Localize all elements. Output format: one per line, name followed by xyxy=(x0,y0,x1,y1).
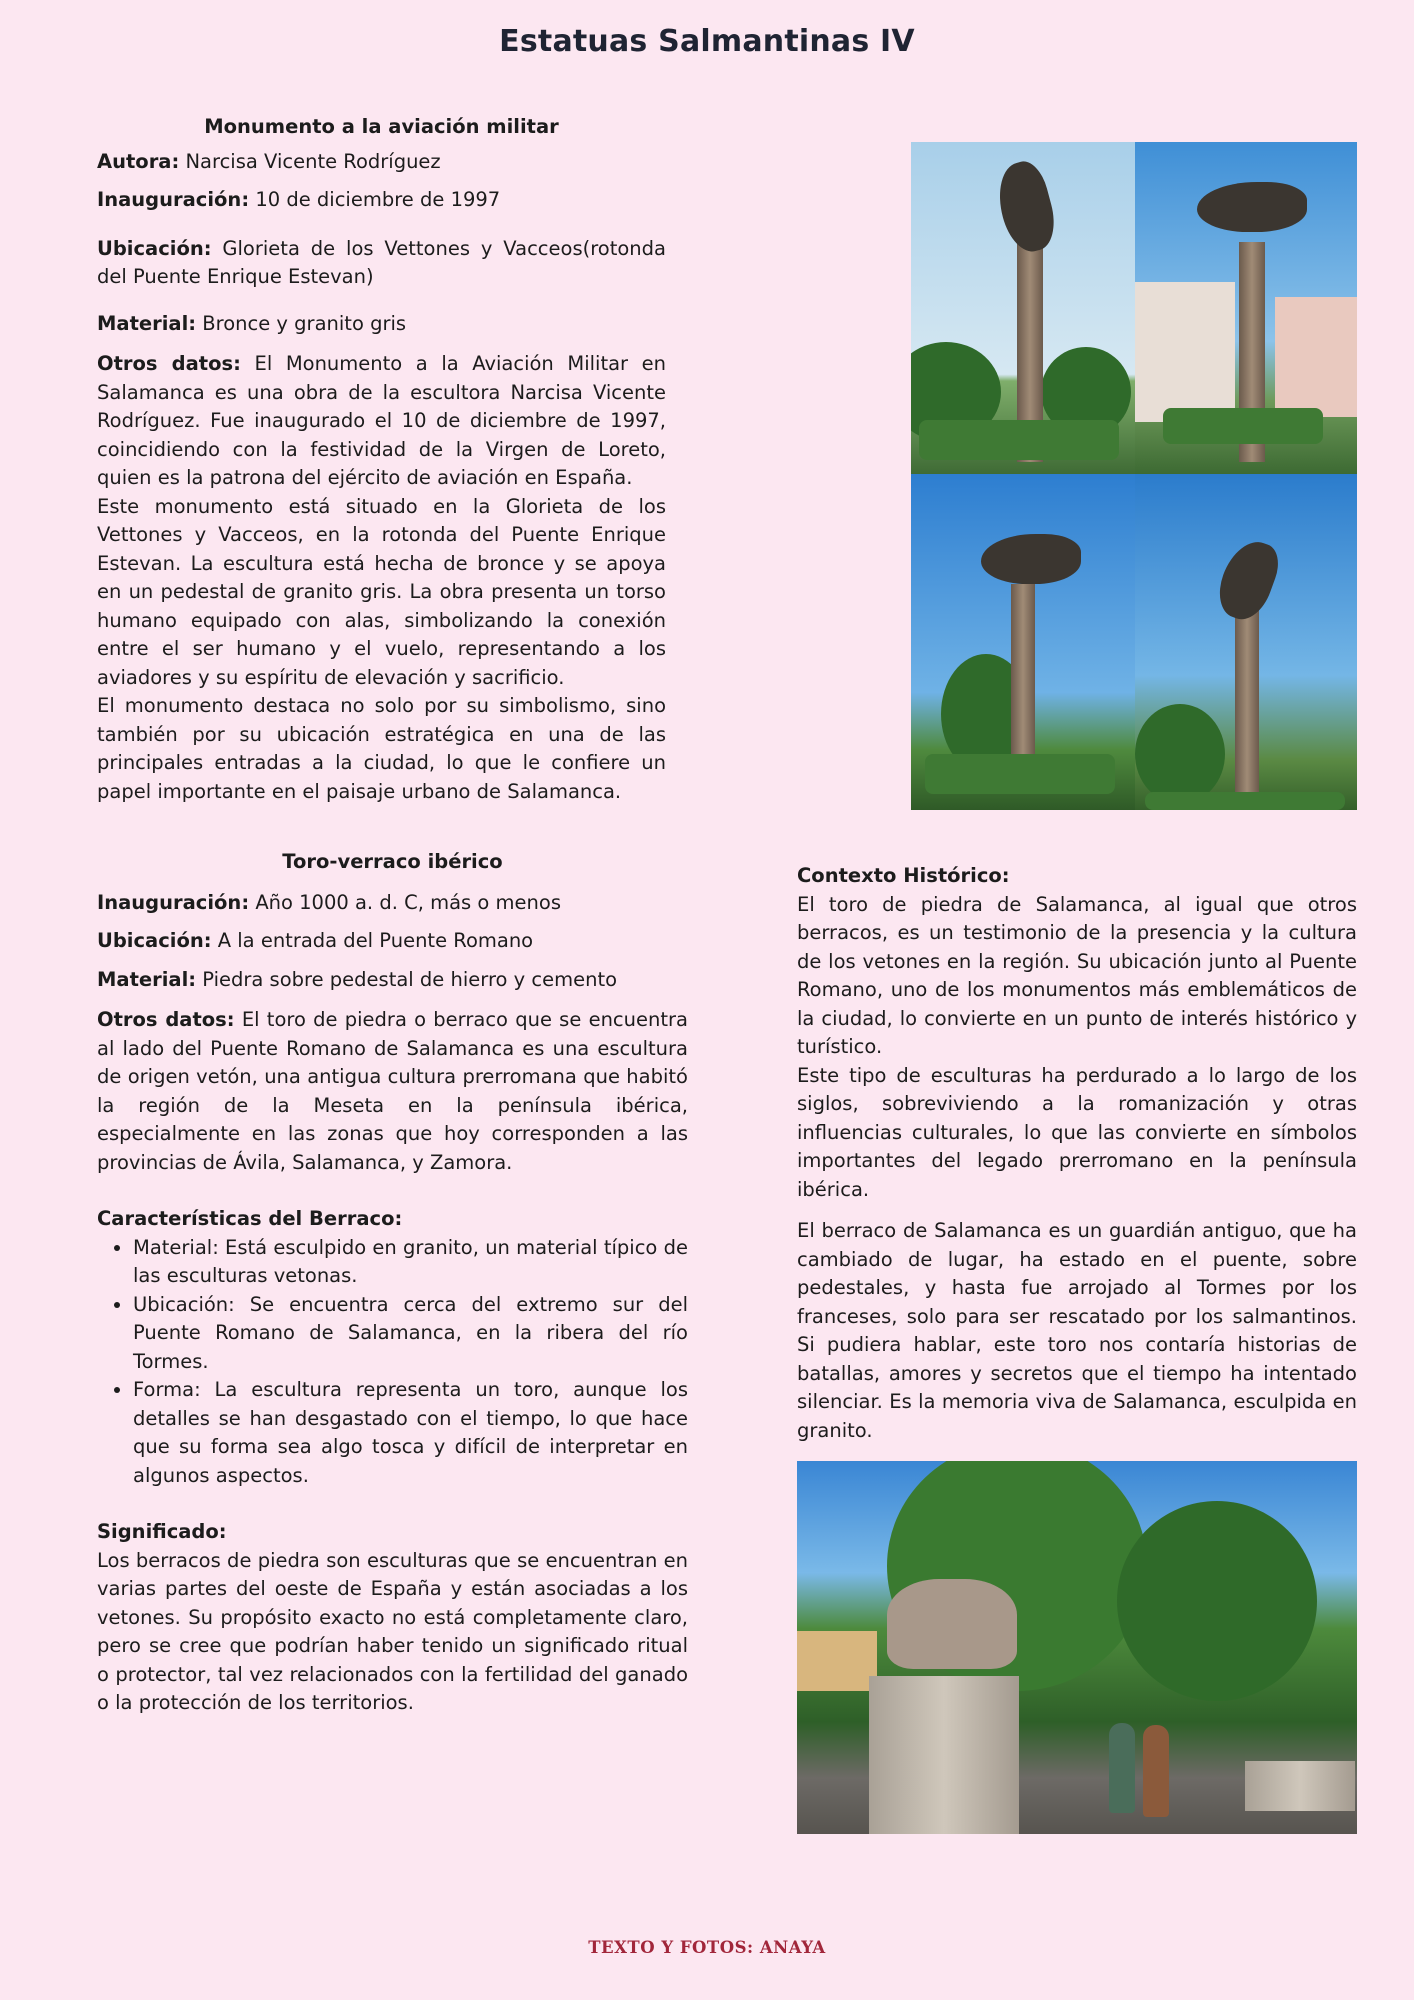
hedge xyxy=(919,420,1119,460)
aviation-photo-1 xyxy=(911,142,1135,474)
wing-sculpture xyxy=(1197,182,1307,232)
material-value: Bronce y granito gris xyxy=(196,311,407,335)
inauguracion-label: Inauguración: xyxy=(97,188,250,211)
ubicacion-label: Ubicación: xyxy=(97,929,212,952)
ubicacion-value: Glorieta de los Vettones y Vacceos(rotonda del Puente Enrique Estevan) xyxy=(97,236,666,288)
toro-material xyxy=(97,966,688,995)
monumento-otros-p1 xyxy=(97,350,666,493)
monumento-ubicacion xyxy=(97,235,666,292)
wing-sculpture xyxy=(981,534,1081,584)
monumento-section xyxy=(97,113,666,806)
inauguracion-value: 10 de diciembre de 1997 xyxy=(249,188,501,211)
ubicacion-value: A la entrada del Puente Romano xyxy=(211,929,534,952)
hedge xyxy=(1145,792,1345,810)
building xyxy=(797,1631,877,1691)
stone-wall xyxy=(1245,1761,1355,1811)
wing-sculpture xyxy=(990,157,1062,257)
monumento-otros-p2: Este monumento está situado en la Glorieta de los Vettones y Vacceos, en la rotonda del Puente Enrique Estevan. La escultura está hecha de bronce y se apoya en un pedestal de granito gris. La obra presenta un torso humano equipado con alas, simbolizando la conexión entre el ser humano y el vuelo, representando a los aviadores y su espíritu de elevación y sacrificio. xyxy=(97,494,666,689)
contexto-section xyxy=(797,862,1357,1445)
monumento-otros-p3: El monumento destaca no solo por su simbolismo, sino también por su ubicación estratégica en una de las principales entradas a la ciudad, lo que le confiere un papel importante en el paisaje urbano de Salamanca. xyxy=(97,694,666,803)
bull-photo xyxy=(797,1461,1357,1834)
material-label: Material: xyxy=(97,311,197,335)
person xyxy=(1143,1725,1169,1817)
hedge xyxy=(925,754,1115,794)
building xyxy=(1135,282,1235,422)
material-value: Piedra sobre pedestal de hierro y cemento xyxy=(196,967,618,991)
contexto-title: Contexto Histórico: xyxy=(797,864,1010,887)
inauguracion-value: Año 1000 a. d. C, más o menos xyxy=(249,890,561,914)
building xyxy=(1275,297,1357,417)
significado-text: Los berracos de piedra son esculturas que se encuentran en varias partes del oeste de España y están asociadas a los vetones. Su propósito exacto no está completamente claro, pero se cree que podrían haber tenido un significado ritual o protector, tal vez relacionados con la fertilidad del ganado o la protección de los territorios. xyxy=(97,1548,688,1714)
otros-label: Otros datos: xyxy=(97,1008,235,1031)
monumento-autora xyxy=(97,148,666,177)
footer-credits: TEXTO Y FOTOS: ANAYA xyxy=(588,1938,826,1957)
contexto-p1: El toro de piedra de Salamanca, al igual que otros berracos, es un testimonio de la presencia y la cultura de los vetones en la región. Su ubicación junto al Puente Romano, uno de los monumentos más emblemáticos de la ciudad, lo convierte en un punto de interés histórico y turístico. xyxy=(797,892,1357,1058)
material-label: Material: xyxy=(97,967,197,991)
guardian-text: El berraco de Salamanca es un guardián antiguo, que ha cambiado de lugar, ha estado en el puente, sobre pedestales, y hasta fue arrojado al Tormes por los franceses, solo para ser rescatado por los salmantinos. Si pudiera hablar, este toro nos contaría historias de batallas, amores y secretos que el tiempo ha intentado silenciar. Es la memoria viva de Salamanca, esculpida en granito. xyxy=(797,1219,1357,1442)
toro-inauguracion xyxy=(97,889,688,918)
significado-title: Significado: xyxy=(97,1520,227,1543)
otros-label: Otros datos: xyxy=(97,352,241,375)
person xyxy=(1109,1723,1135,1813)
toro-section xyxy=(97,848,688,1718)
list-item: • Forma: La escultura representa un toro, aunque los detalles se han desgastado con el tiempo, lo que hace que su forma sea algo tosca y difícil de interpretar en algunos aspectos. xyxy=(133,1376,688,1490)
hedge xyxy=(1163,408,1323,444)
toro-ubicacion xyxy=(97,927,688,956)
contexto-p2: Este tipo de esculturas ha perdurado a lo largo de los siglos, sobreviviendo a la romanización y otras influencias culturales, lo que las convierte en símbolos importantes del legado prerromano en la península ibérica. xyxy=(797,1063,1357,1201)
tree xyxy=(1117,1501,1317,1701)
toro-otros xyxy=(97,1006,688,1177)
otros-p1-text: El Monumento a la Aviación Militar en Salamanca es una obra de la escultora Narcisa Vicente Rodríguez. Fue inaugurado el 10 de diciembre de 1997, coincidiendo con la festividad de la Virgen de Loreto, quien es la patrona del ejército de aviación en España. xyxy=(97,352,666,489)
aviation-photo-4 xyxy=(1135,474,1357,810)
ubicacion-label: Ubicación: xyxy=(97,236,212,260)
toro-otros-text: El toro de piedra o berraco que se encuentra al lado del Puente Romano de Salamanca es una escultura de origen vetón, una antigua cultura prerromana que habitó la región de la Meseta en la península ibérica, especialmente en las zonas que hoy corresponden a las provincias de Ávila, Salamanca, y Zamora. xyxy=(97,1008,688,1174)
inauguracion-label: Inauguración: xyxy=(97,890,250,914)
list-item: • Ubicación: Se encuentra cerca del extremo sur del Puente Romano de Salamanca, en la ribera del río Tormes. xyxy=(133,1291,688,1377)
aviation-photo-collage xyxy=(911,142,1357,810)
tree xyxy=(1135,704,1225,804)
aviation-photo-2 xyxy=(1135,142,1357,474)
aviation-photo-3 xyxy=(911,474,1135,810)
monumento-inauguracion xyxy=(97,186,666,215)
toro-title: Toro-verraco ibérico xyxy=(282,850,503,873)
monumento-title: Monumento a la aviación militar xyxy=(204,115,559,138)
page-title: Estatuas Salmantinas IV xyxy=(499,24,915,59)
monumento-material xyxy=(97,310,666,339)
stone-pedestal xyxy=(869,1676,1019,1834)
list-item: • Material: Está esculpido en granito, un material típico de las esculturas vetonas. xyxy=(133,1234,688,1291)
stone-bull xyxy=(887,1579,1017,1669)
caracteristicas-list xyxy=(97,1234,688,1491)
autora-label: Autora: xyxy=(97,149,180,173)
caracteristicas-title: Características del Berraco: xyxy=(97,1207,403,1230)
autora-value: Narcisa Vicente Rodríguez xyxy=(179,149,441,173)
wing-sculpture xyxy=(1211,534,1285,626)
